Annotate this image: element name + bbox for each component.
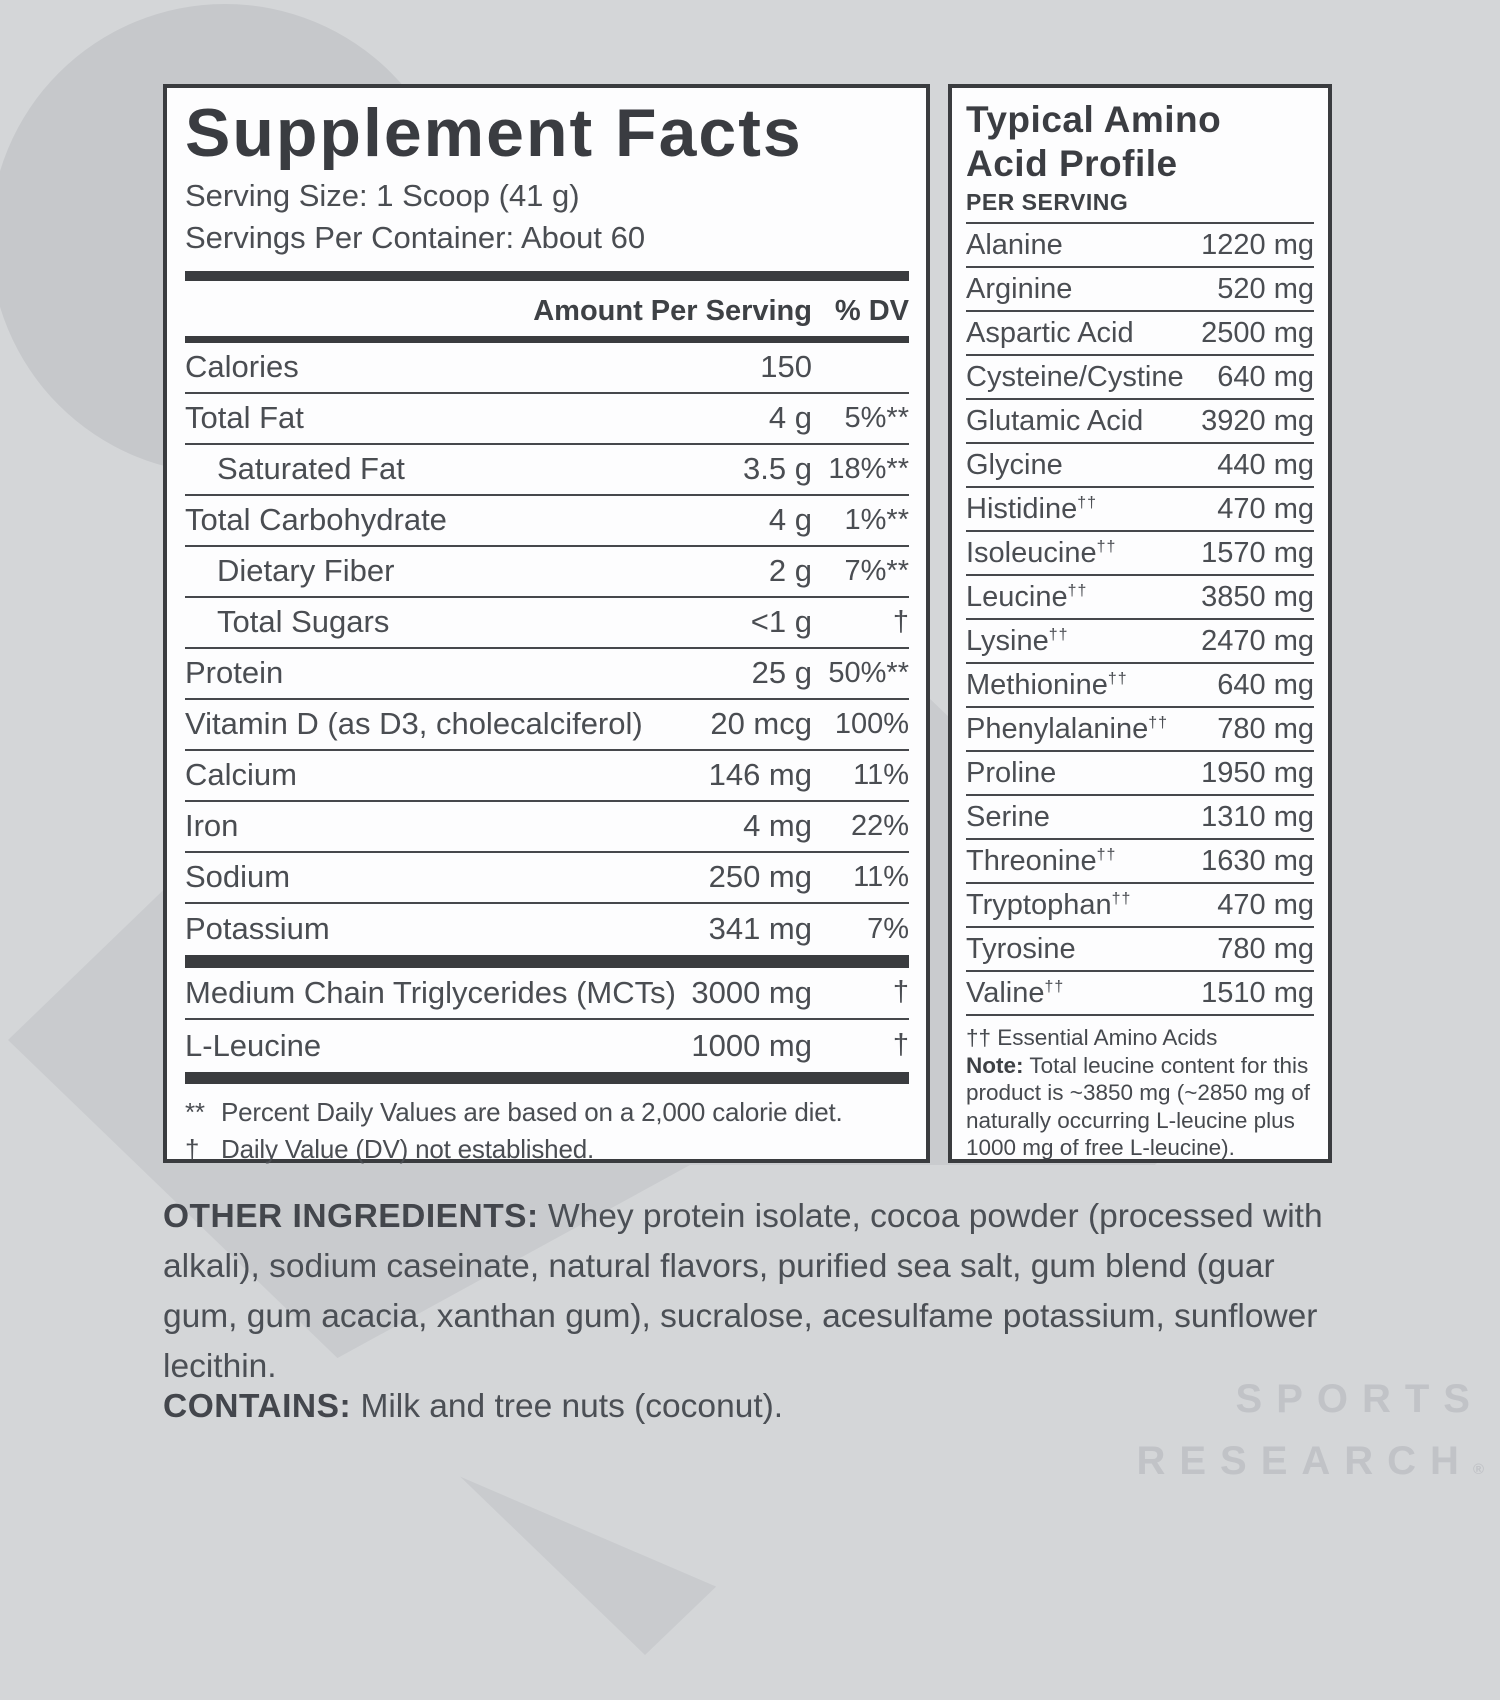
- table-row: [185, 547, 909, 598]
- nutrient-amount: 341 mg: [708, 911, 812, 947]
- note-label: Note:: [966, 1052, 1024, 1078]
- table-row: [185, 598, 909, 649]
- amino-amount: 1630 mg: [1201, 844, 1314, 877]
- amount-per-serving-header: Amount Per Serving: [533, 294, 812, 327]
- amino-amount: 2470 mg: [1201, 624, 1314, 657]
- footnote-symbol: †: [185, 1133, 200, 1164]
- contains-label: CONTAINS:: [163, 1388, 352, 1425]
- table-row: [966, 972, 1314, 1016]
- table-row: [185, 394, 909, 445]
- nutrient-label: Potassium: [185, 911, 330, 947]
- table-row: [966, 752, 1314, 796]
- amino-amount: 1310 mg: [1201, 800, 1314, 833]
- amino-profile-title-line2: Acid Profile: [966, 142, 1178, 184]
- amino-amount: 640 mg: [1217, 360, 1314, 393]
- nutrient-amount: 3.5 g: [743, 451, 812, 487]
- amino-name: Valine††: [966, 976, 1065, 1009]
- nutrient-label: Total Sugars: [217, 604, 390, 640]
- other-ingredients-paragraph: [163, 1192, 1328, 1392]
- nutrient-label: Total Fat: [185, 400, 304, 436]
- table-row: [185, 853, 909, 904]
- footnotes: [185, 1094, 909, 1168]
- footnote-symbol: **: [185, 1096, 205, 1127]
- nutrient-amount: 25 g: [751, 655, 812, 691]
- nutrient-label: Calcium: [185, 757, 297, 793]
- nutrient-daily-value: 7%: [867, 912, 909, 945]
- amino-amount: 3850 mg: [1201, 580, 1314, 613]
- table-row: [185, 802, 909, 853]
- nutrient-daily-value: †: [892, 976, 909, 1009]
- footnote-dv-not-established: [185, 1131, 909, 1168]
- table-row: [966, 884, 1314, 928]
- table-row: [966, 928, 1314, 972]
- amino-profile-note: [966, 1024, 1314, 1162]
- amino-amount: 1950 mg: [1201, 756, 1314, 789]
- table-row: [966, 400, 1314, 444]
- table-row: [966, 532, 1314, 576]
- nutrient-daily-value: 1%**: [844, 503, 909, 536]
- table-row: [966, 356, 1314, 400]
- supplement-facts-panel: [163, 84, 930, 1163]
- contains-paragraph: [163, 1382, 1328, 1432]
- nutrient-label: Dietary Fiber: [217, 553, 395, 589]
- other-ingredients-text: Whey protein isolate, cocoa powder (processed with alkali), sodium caseinate, natural flavors, purified sea salt, gum blend (guar gum, gum acacia, xanthan gum), sucralose, acesulfame potassium, sunflower lecithin.: [163, 1198, 1323, 1385]
- amino-amount: 1570 mg: [1201, 536, 1314, 569]
- amino-name: Glutamic Acid: [966, 404, 1144, 437]
- essential-markers: ††: [1111, 890, 1132, 908]
- amino-profile-title: [966, 98, 1314, 185]
- nutrient-label: Total Carbohydrate: [185, 502, 447, 538]
- footnote-text: Percent Daily Values are based on a 2,000 calorie diet.: [221, 1096, 843, 1127]
- amino-name: Serine: [966, 800, 1050, 833]
- essential-markers: ††: [1096, 538, 1117, 556]
- table-row: [185, 904, 909, 955]
- nutrient-daily-value: 11%: [853, 758, 909, 791]
- extra-nutrition-rows: [185, 968, 909, 1072]
- nutrient-amount: 150: [760, 349, 812, 385]
- nutrient-daily-value: 7%**: [844, 554, 909, 587]
- amino-amount: 3920 mg: [1201, 404, 1314, 437]
- registered-trademark-symbol: ®: [1472, 1461, 1484, 1478]
- amino-amount: 780 mg: [1217, 712, 1314, 745]
- amino-acid-profile-panel: [948, 84, 1332, 1163]
- nutrient-amount: 146 mg: [708, 757, 812, 793]
- amino-name: Histidine††: [966, 492, 1097, 525]
- nutrient-label: Calories: [185, 349, 299, 385]
- footnote-daily-values: [185, 1094, 909, 1131]
- nutrient-amount: 3000 mg: [691, 974, 812, 1010]
- nutrient-daily-value: 5%**: [844, 401, 909, 434]
- other-ingredients-label: OTHER INGREDIENTS:: [163, 1198, 539, 1235]
- column-header-row: [185, 281, 909, 336]
- amino-name: Leucine††: [966, 580, 1088, 613]
- amino-name: Lysine††: [966, 624, 1069, 657]
- table-row: [185, 445, 909, 496]
- amino-amount: 520 mg: [1217, 272, 1314, 305]
- nutrient-label: Vitamin D (as D3, cholecalciferol): [185, 706, 643, 742]
- divider-bar-medium: [185, 336, 909, 343]
- supplement-facts-title: Supplement Facts: [185, 95, 803, 171]
- table-row: [185, 751, 909, 802]
- table-row: [966, 620, 1314, 664]
- table-row: [966, 664, 1314, 708]
- contains-text: Milk and tree nuts (coconut).: [360, 1388, 784, 1425]
- amino-name: Proline: [966, 756, 1057, 789]
- nutrient-label: Sodium: [185, 859, 291, 895]
- essential-markers: ††: [1096, 846, 1117, 864]
- amino-profile-title-line1: Typical Amino: [966, 99, 1222, 140]
- watermark-line-research: RESEARCH®: [1136, 1439, 1484, 1483]
- essential-markers: ††: [1077, 494, 1097, 512]
- amino-amount: 640 mg: [1217, 668, 1314, 701]
- note-text: Total leucine content for this product is ~3850 mg (~2850 mg of naturally occurring L-leucine plus 1000 mg of free L-leucine).: [966, 1052, 1310, 1161]
- amino-name: Tyrosine: [966, 932, 1076, 965]
- nutrient-label: Saturated Fat: [217, 451, 405, 487]
- nutrient-daily-value: †: [892, 1029, 909, 1062]
- amino-amount: 1220 mg: [1201, 228, 1314, 261]
- table-row: [966, 840, 1314, 884]
- nutrient-amount: 4 g: [768, 502, 812, 538]
- watermark-line-sports: SPORTS: [1235, 1377, 1484, 1421]
- table-row: [185, 1020, 909, 1072]
- amino-name: Tryptophan††: [966, 888, 1132, 921]
- table-row: [966, 488, 1314, 532]
- nutrient-amount: 2 g: [768, 553, 812, 589]
- amino-acid-rows: [966, 224, 1314, 1016]
- amino-name: Arginine: [966, 272, 1073, 305]
- table-row: [966, 444, 1314, 488]
- leucine-note: [966, 1052, 1314, 1162]
- nutrient-label: Iron: [185, 808, 239, 844]
- nutrition-rows: [185, 343, 909, 955]
- table-row: [185, 496, 909, 547]
- table-row: [185, 700, 909, 751]
- table-row: [966, 312, 1314, 356]
- nutrient-daily-value: 11%: [853, 860, 909, 893]
- nutrient-daily-value: 100%: [834, 707, 909, 740]
- nutrient-daily-value: 18%**: [828, 452, 909, 485]
- amino-name: Phenylalanine††: [966, 712, 1168, 745]
- nutrient-amount: 4 g: [768, 400, 812, 436]
- amino-amount: 1510 mg: [1201, 976, 1314, 1009]
- nutrient-daily-value: 22%: [850, 809, 909, 842]
- per-serving-subtitle: PER SERVING: [966, 185, 1314, 224]
- nutrient-daily-value: †: [892, 605, 909, 638]
- nutrient-amount: 250 mg: [708, 859, 812, 895]
- amino-name: Threonine††: [966, 844, 1117, 877]
- table-row: [185, 649, 909, 700]
- essential-amino-acids-footnote: †† Essential Amino Acids: [966, 1025, 1218, 1051]
- nutrient-amount: 4 mg: [743, 808, 812, 844]
- amino-name: Cysteine/Cystine: [966, 360, 1184, 393]
- amino-amount: 2500 mg: [1201, 316, 1314, 349]
- divider-bar-thick: [185, 1072, 909, 1084]
- essential-markers: ††: [1044, 978, 1065, 996]
- table-row: [185, 343, 909, 394]
- essential-markers: ††: [1048, 626, 1069, 644]
- amino-name: Isoleucine††: [966, 536, 1117, 569]
- amino-amount: 470 mg: [1217, 492, 1314, 525]
- nutrient-amount: 20 mcg: [710, 706, 812, 742]
- table-row: [966, 268, 1314, 312]
- footnote-text: Daily Value (DV) not established.: [221, 1133, 594, 1164]
- servings-per-container-line: Servings Per Container: About 60: [185, 219, 646, 255]
- divider-bar-thick: [185, 271, 909, 281]
- essential-markers: ††: [1067, 582, 1088, 600]
- table-row: [966, 708, 1314, 752]
- nutrient-amount: <1 g: [750, 604, 812, 640]
- essential-markers: ††: [1148, 714, 1168, 732]
- nutrient-label: Protein: [185, 655, 284, 691]
- amino-name: Methionine††: [966, 668, 1128, 701]
- nutrient-label: Medium Chain Triglycerides (MCTs): [185, 974, 676, 1010]
- divider-bar-thick: [185, 955, 909, 968]
- percent-dv-header: % DV: [834, 294, 909, 327]
- amino-name: Aspartic Acid: [966, 316, 1134, 349]
- amino-amount: 440 mg: [1217, 448, 1314, 481]
- nutrient-amount: 1000 mg: [691, 1027, 812, 1063]
- table-row: [966, 576, 1314, 620]
- amino-name: Glycine: [966, 448, 1063, 481]
- serving-size-line: Serving Size: 1 Scoop (41 g): [185, 177, 580, 213]
- amino-name: Alanine: [966, 228, 1063, 261]
- table-row: [966, 796, 1314, 840]
- table-row: [966, 224, 1314, 268]
- amino-amount: 470 mg: [1217, 888, 1314, 921]
- table-row: [185, 968, 909, 1020]
- amino-amount: 780 mg: [1217, 932, 1314, 965]
- essential-markers: ††: [1107, 670, 1128, 688]
- nutrient-daily-value: 50%**: [828, 656, 909, 689]
- nutrient-label: L-Leucine: [185, 1027, 322, 1063]
